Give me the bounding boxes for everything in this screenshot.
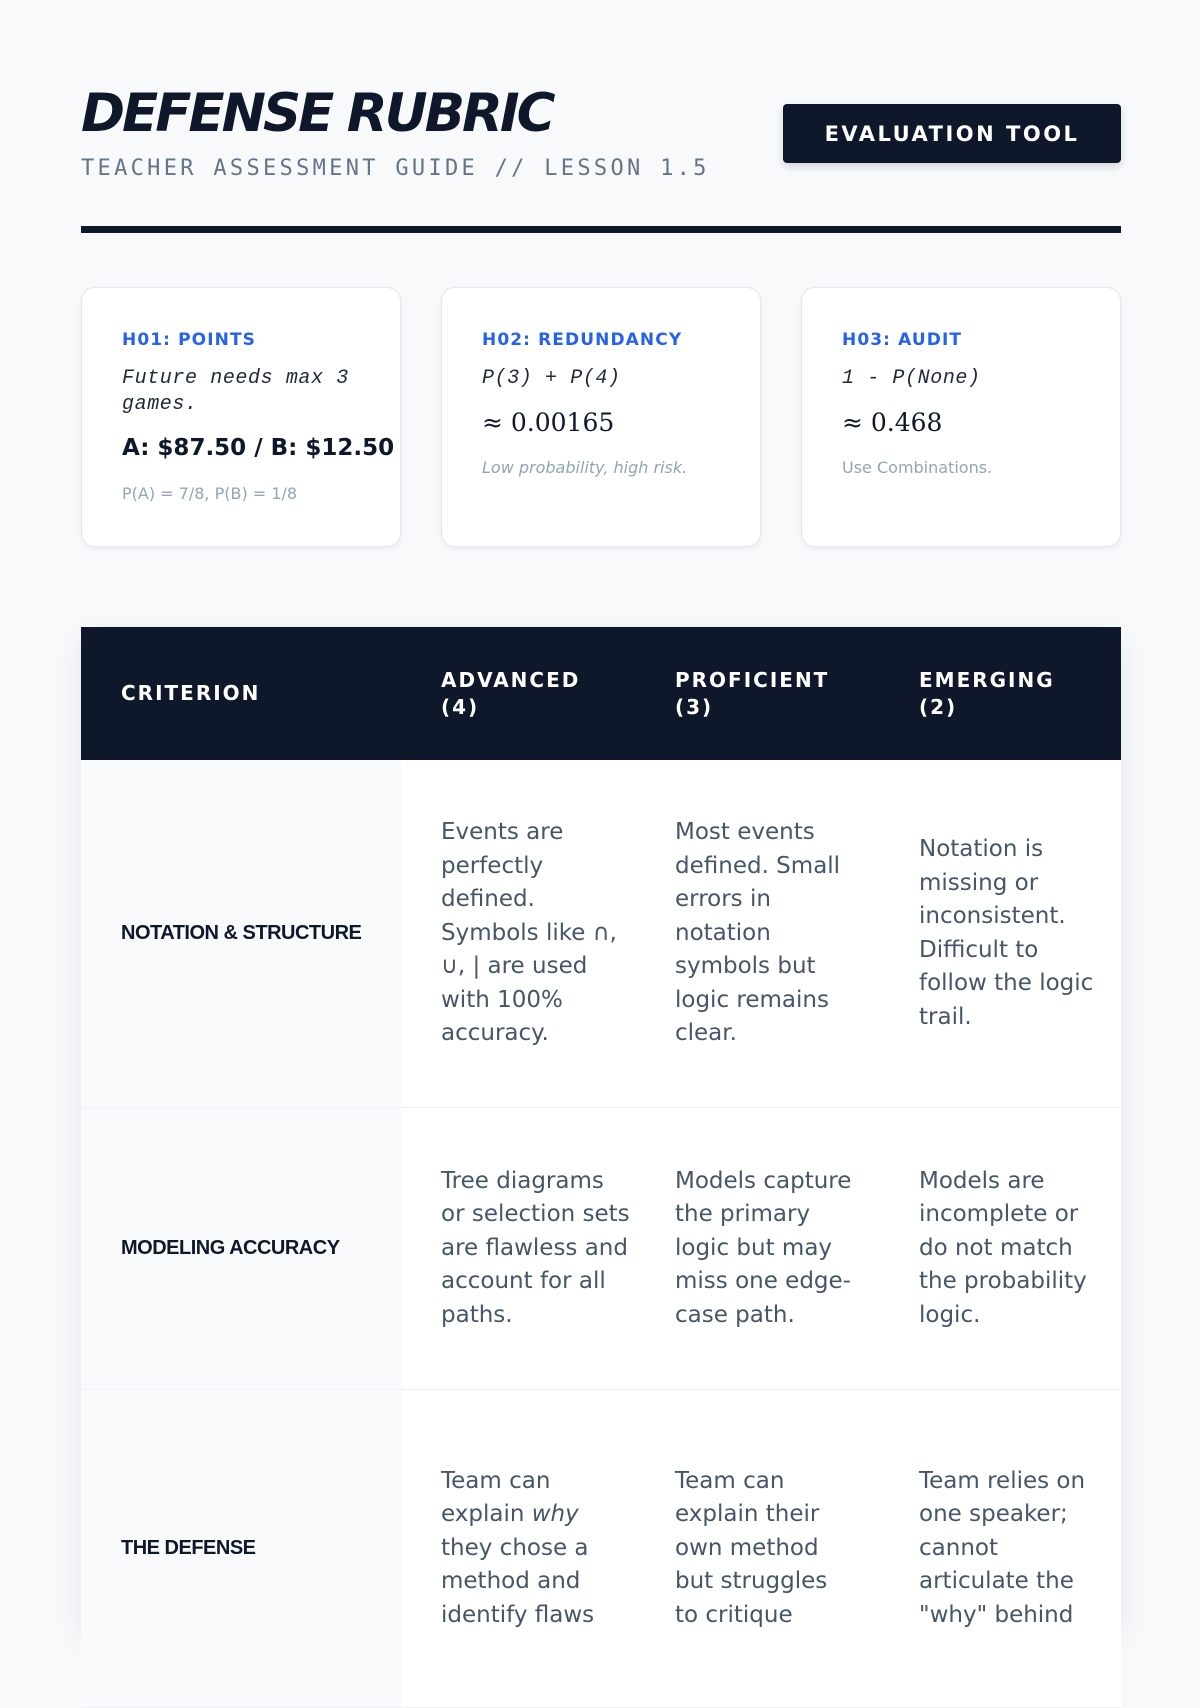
header-advanced: ADVANCED (4) [441, 667, 581, 719]
criterion-cell: NOTATION & STRUCTURE [81, 760, 401, 1107]
header-proficient: PROFICIENT (3) [675, 667, 830, 719]
hint-card-redundancy [441, 287, 761, 547]
header-divider [81, 226, 1121, 233]
advanced-text-emphasis: why [531, 1501, 579, 1528]
header-emerging: EMERGING (2) [919, 667, 1055, 719]
advanced-text-pre: Team can explain [441, 1467, 551, 1528]
table-row [81, 1108, 1121, 1390]
proficient-cell: Team can explain their own method but struggles to critique [675, 1467, 828, 1628]
card-tag: H01: POINTS [122, 330, 257, 350]
emerging-cell: Models are incomplete or do not match the probability logic. [919, 1167, 1087, 1328]
emerging-cell: Team relies on one speaker; cannot articulate the "why" behind [919, 1467, 1086, 1628]
proficient-cell: Models capture the primary logic but may miss one edge-case path. [675, 1167, 852, 1328]
rubric-page [81, 0, 1121, 1628]
card-tag: H02: REDUNDANCY [482, 330, 683, 350]
card-formula: Future needs max 3 games. [122, 367, 349, 416]
emerging-cell: Notation is missing or inconsistent. Difficult to follow the logic trail. [919, 836, 1094, 1030]
page-header [81, 0, 1121, 235]
card-note: Use Combinations. [842, 458, 993, 477]
advanced-cell: Tree diagrams or selection sets are flawless and account for all paths. [441, 1167, 630, 1328]
card-formula: P(3) + P(4) [482, 367, 621, 390]
page-title: DEFENSE RUBRIC [81, 83, 553, 144]
page-subtitle: TEACHER ASSESSMENT GUIDE // LESSON 1.5 [81, 156, 710, 181]
hint-card-audit [801, 287, 1121, 547]
advanced-cell: Events are perfectly defined. Symbols like ∩, ∪, | are used with 100% accuracy. [441, 819, 617, 1047]
card-tag: H03: AUDIT [842, 330, 963, 350]
criterion-cell: MODELING ACCURACY [81, 1108, 401, 1389]
header-criterion: CRITERION [121, 681, 261, 705]
card-formula: 1 - P(None) [842, 367, 981, 390]
card-value: A: $87.50 / B: $12.50 [122, 435, 395, 461]
table-row [81, 1390, 1121, 1708]
table-header [81, 627, 1121, 760]
proficient-cell: Most events defined. Small errors in notation symbols but logic remains clear. [675, 819, 841, 1047]
card-value: ≈ 0.468 [842, 408, 943, 437]
criterion-cell: THE DEFENSE [81, 1390, 401, 1707]
table-row [81, 760, 1121, 1108]
card-note: Low probability, high risk. [482, 458, 688, 477]
card-value: ≈ 0.00165 [482, 408, 615, 437]
advanced-text-post: they chose a method and identify flaws [441, 1534, 595, 1628]
card-note: P(A) = 7/8, P(B) = 1/8 [122, 484, 298, 503]
hint-card-points [81, 287, 401, 547]
hint-cards [81, 287, 1121, 547]
advanced-cell [441, 1390, 616, 1707]
evaluation-tool-badge[interactable]: EVALUATION TOOL [783, 104, 1121, 163]
advanced-cell-text [441, 1465, 616, 1633]
rubric-table [81, 627, 1121, 1627]
